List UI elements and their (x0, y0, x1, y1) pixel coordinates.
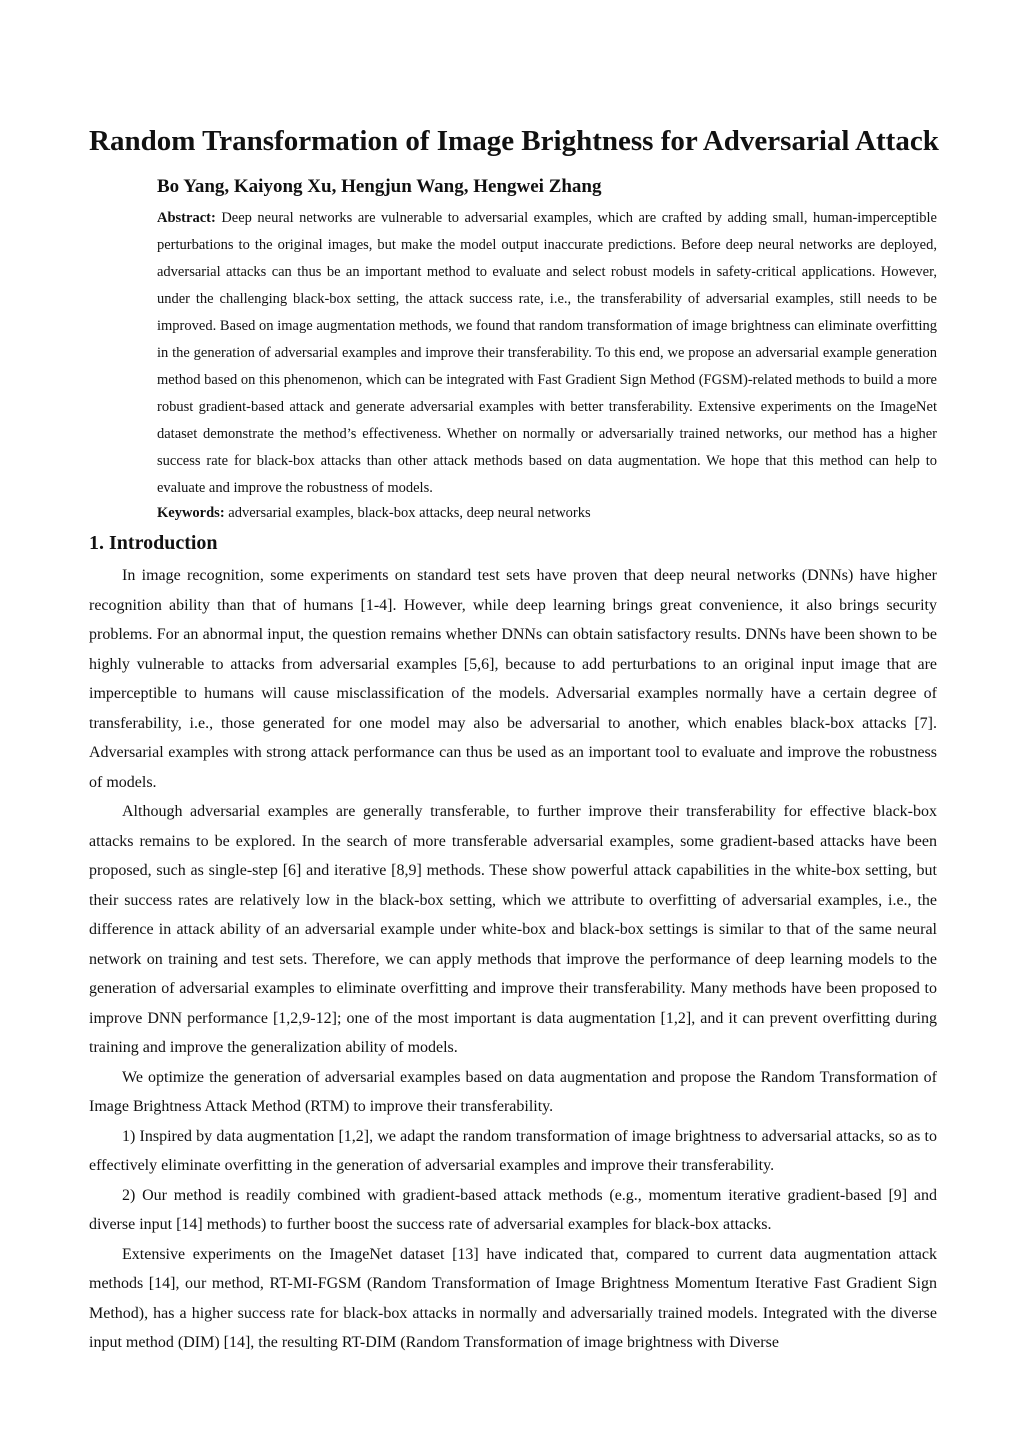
keywords-label: Keywords: (157, 505, 225, 521)
body-paragraph: 2) Our method is readily combined with gradient-based attack methods (e.g., momentum iterative gradient-based [9] and diverse input [14] methods) to further boost the success rate of adversarial examples for black-box attacks. (89, 1186, 937, 1233)
author-list: Bo Yang, Kaiyong Xu, Hengjun Wang, Hengwei Zhang (157, 176, 602, 197)
section-heading-introduction: 1. Introduction (89, 532, 218, 554)
body-paragraph: 1) Inspired by data augmentation [1,2], we adapt the random transformation of image brightness to adversarial attacks, so as to effectively eliminate overfitting in the generation of adversarial examples and improve their transferability. (89, 1127, 937, 1174)
abstract-text: Deep neural networks are vulnerable to adversarial examples, which are crafted by adding small, human-imperceptible perturbations to the original images, but make the model output inaccurate predictions. Before deep neural networks are deployed, adversarial attacks can thus be an important method to evaluate and select robust models in safety-critical applications. However, under the challenging black-box setting, the attack success rate, i.e., the transferability of adversarial examples, still needs to be improved. Based on image augmentation methods, we found that random transformation of image brightness can eliminate overfitting in the generation of adversarial examples and improve their transferability. To this end, we propose an adversarial example generation method based on this phenomenon, which can be integrated with Fast Gradient Sign Method (FGSM)-related methods to build a more robust gradient-based attack and generate adversarial examples with better transferability. Extensive experiments on the ImageNet dataset demonstrate the method’s effectiveness. Whether on normally or adversarially trained networks, our method has a higher success rate for black-box attacks than other attack methods based on data augmentation. We hope that this method can help to evaluate and improve the robustness of models. (157, 210, 937, 496)
introduction-body (89, 561, 937, 1358)
body-paragraph: Extensive experiments on the ImageNet dataset [13] have indicated that, compared to current data augmentation attack methods [14], our method, RT-MI-FGSM (Random Transformation of Image Brightness Momentum Iterative Fast Gradient Sign Method), has a higher success rate for black-box attacks in normally and adversarially trained models. Integrated with the diverse input method (DIM) [14], the resulting RT-DIM (Random Transformation of image brightness with Diverse (89, 1245, 937, 1351)
keywords-text: adversarial examples, black-box attacks, deep neural networks (228, 505, 591, 521)
body-paragraph: Although adversarial examples are generally transferable, to further improve their transferability for effective black-box attacks remains to be explored. In the search of more transferable adversarial examples, some gradient-based attacks have been proposed, such as single-step [6] and iterative [8,9] methods. These show powerful attack capabilities in the white-box setting, but their success rates are relatively low in the black-box setting, which we attribute to overfitting of adversarial examples, i.e., the difference in attack ability of an adversarial example under white-box and black-box settings is similar to that of the same neural network on training and test sets. Therefore, we can apply methods that improve the performance of deep learning models to the generation of adversarial examples to eliminate overfitting and improve their transferability. Many methods have been proposed to improve DNN performance [1,2,9-12]; one of the most important is data augmentation [1,2], and it can prevent overfitting during training and improve the generalization ability of models. (89, 803, 937, 1056)
paper-title: Random Transformation of Image Brightness for Adversarial Attack (89, 125, 939, 157)
abstract-label: Abstract: (157, 210, 216, 226)
body-paragraph: In image recognition, some experiments on standard test sets have proven that deep neural networks (DNNs) have higher recognition ability than that of humans [1-4]. However, while deep learning brings great convenience, it also brings security problems. For an abnormal input, the question remains whether DNNs can obtain satisfactory results. DNNs have been shown to be highly vulnerable to attacks from adversarial examples [5,6], because to add perturbations to an original input image that are imperceptible to humans will cause misclassification of the models. Adversarial examples normally have a certain degree of transferability, i.e., those generated for one model may also be adversarial to another, which enables black-box attacks [7]. Adversarial examples with strong attack performance can thus be used as an important tool to evaluate and improve the robustness of models. (89, 567, 937, 791)
keywords (157, 500, 937, 527)
abstract (157, 205, 937, 502)
body-paragraph: We optimize the generation of adversarial examples based on data augmentation and propose the Random Transformation of Image Brightness Attack Method (RTM) to improve their transferability. (89, 1068, 937, 1115)
